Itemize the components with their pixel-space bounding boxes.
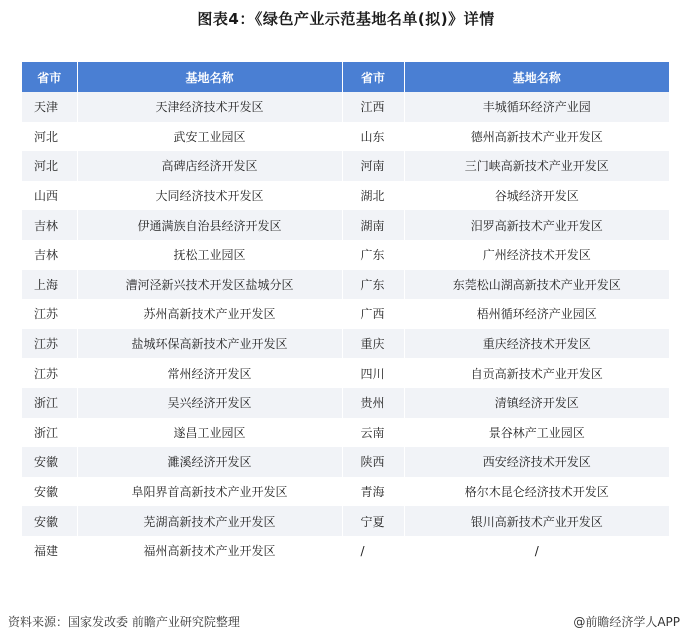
table-row (22, 506, 669, 536)
base-name-cell: 汨罗高新技术产业开发区 (404, 210, 669, 240)
province-cell: 贵州 (342, 388, 404, 418)
base-name-cell: 清镇经济开发区 (404, 388, 669, 418)
base-name-cell: 德州高新技术产业开发区 (404, 122, 669, 152)
base-name-cell: 福州高新技术产业开发区 (77, 536, 342, 566)
province-cell: 吉林 (22, 240, 77, 270)
table-row (22, 270, 669, 300)
province-cell: 上海 (22, 270, 77, 300)
base-list-table (22, 62, 669, 566)
base-name-cell: 抚松工业园区 (77, 240, 342, 270)
base-name-cell: 常州经济开发区 (77, 358, 342, 388)
base-name-cell: 丰城循环经济产业园 (404, 92, 669, 122)
base-name-cell: 梧州循环经济产业园区 (404, 299, 669, 329)
page-title: 图表4：《绿色产业示范基地名单(拟)》详情 (197, 10, 495, 28)
province-cell: 四川 (342, 358, 404, 388)
province-cell: 山东 (342, 122, 404, 152)
province-cell: 福建 (22, 536, 77, 566)
table-body (22, 92, 669, 566)
header-base-name-2: 基地名称 (404, 62, 669, 92)
province-cell: 安徽 (22, 477, 77, 507)
base-name-cell: 阜阳界首高新技术产业开发区 (77, 477, 342, 507)
table-row (22, 536, 669, 566)
base-name-cell: 漕河泾新兴技术开发区盐城分区 (77, 270, 342, 300)
header-province-2: 省市 (342, 62, 404, 92)
base-name-cell: 东莞松山湖高新技术产业开发区 (404, 270, 669, 300)
table-row (22, 358, 669, 388)
table-row (22, 210, 669, 240)
base-name-cell: 芜湖高新技术产业开发区 (77, 506, 342, 536)
base-name-cell: 天津经济技术开发区 (77, 92, 342, 122)
province-cell: 天津 (22, 92, 77, 122)
province-cell: 重庆 (342, 329, 404, 359)
province-cell: 陕西 (342, 447, 404, 477)
base-name-cell: 西安经济技术开发区 (404, 447, 669, 477)
base-name-cell: 遂昌工业园区 (77, 418, 342, 448)
header-province-1: 省市 (22, 62, 77, 92)
base-name-cell: / (404, 536, 669, 566)
province-cell: 江苏 (22, 299, 77, 329)
province-cell: 吉林 (22, 210, 77, 240)
table-row (22, 477, 669, 507)
base-name-cell: 吴兴经济开发区 (77, 388, 342, 418)
table-row (22, 92, 669, 122)
province-cell: 宁夏 (342, 506, 404, 536)
province-cell: 浙江 (22, 418, 77, 448)
source-note: 资料来源：国家发改委 前瞻产业研究院整理 (8, 615, 240, 629)
province-cell: 江苏 (22, 358, 77, 388)
province-cell: 广东 (342, 270, 404, 300)
table-row (22, 181, 669, 211)
base-name-cell: 濉溪经济开发区 (77, 447, 342, 477)
base-name-cell: 武安工业园区 (77, 122, 342, 152)
base-name-cell: 苏州高新技术产业开发区 (77, 299, 342, 329)
base-name-cell: 伊通满族自治县经济开发区 (77, 210, 342, 240)
province-cell: 江西 (342, 92, 404, 122)
base-name-cell: 大同经济技术开发区 (77, 181, 342, 211)
province-cell: 安徽 (22, 506, 77, 536)
province-cell: / (342, 536, 404, 566)
province-cell: 河北 (22, 151, 77, 181)
base-name-cell: 格尔木昆仑经济技术开发区 (404, 477, 669, 507)
table-row (22, 151, 669, 181)
province-cell: 浙江 (22, 388, 77, 418)
province-cell: 山西 (22, 181, 77, 211)
base-name-cell: 三门峡高新技术产业开发区 (404, 151, 669, 181)
province-cell: 湖南 (342, 210, 404, 240)
table-row (22, 299, 669, 329)
table-row (22, 388, 669, 418)
table-row (22, 447, 669, 477)
base-name-cell: 自贡高新技术产业开发区 (404, 358, 669, 388)
province-cell: 河南 (342, 151, 404, 181)
table-row (22, 418, 669, 448)
province-cell: 广西 (342, 299, 404, 329)
province-cell: 青海 (342, 477, 404, 507)
table-row (22, 122, 669, 152)
province-cell: 湖北 (342, 181, 404, 211)
base-name-cell: 谷城经济开发区 (404, 181, 669, 211)
table-row (22, 329, 669, 359)
province-cell: 安徽 (22, 447, 77, 477)
header-base-name-1: 基地名称 (77, 62, 342, 92)
province-cell: 云南 (342, 418, 404, 448)
province-cell: 江苏 (22, 329, 77, 359)
brand-label: @前瞻经济学人APP (573, 615, 680, 629)
base-name-cell: 盐城环保高新技术产业开发区 (77, 329, 342, 359)
province-cell: 广东 (342, 240, 404, 270)
base-name-cell: 高碑店经济开发区 (77, 151, 342, 181)
table-header-row (22, 62, 669, 92)
province-cell: 河北 (22, 122, 77, 152)
base-name-cell: 广州经济技术开发区 (404, 240, 669, 270)
base-name-cell: 景谷林产工业园区 (404, 418, 669, 448)
base-name-cell: 银川高新技术产业开发区 (404, 506, 669, 536)
base-name-cell: 重庆经济技术开发区 (404, 329, 669, 359)
table-row (22, 240, 669, 270)
